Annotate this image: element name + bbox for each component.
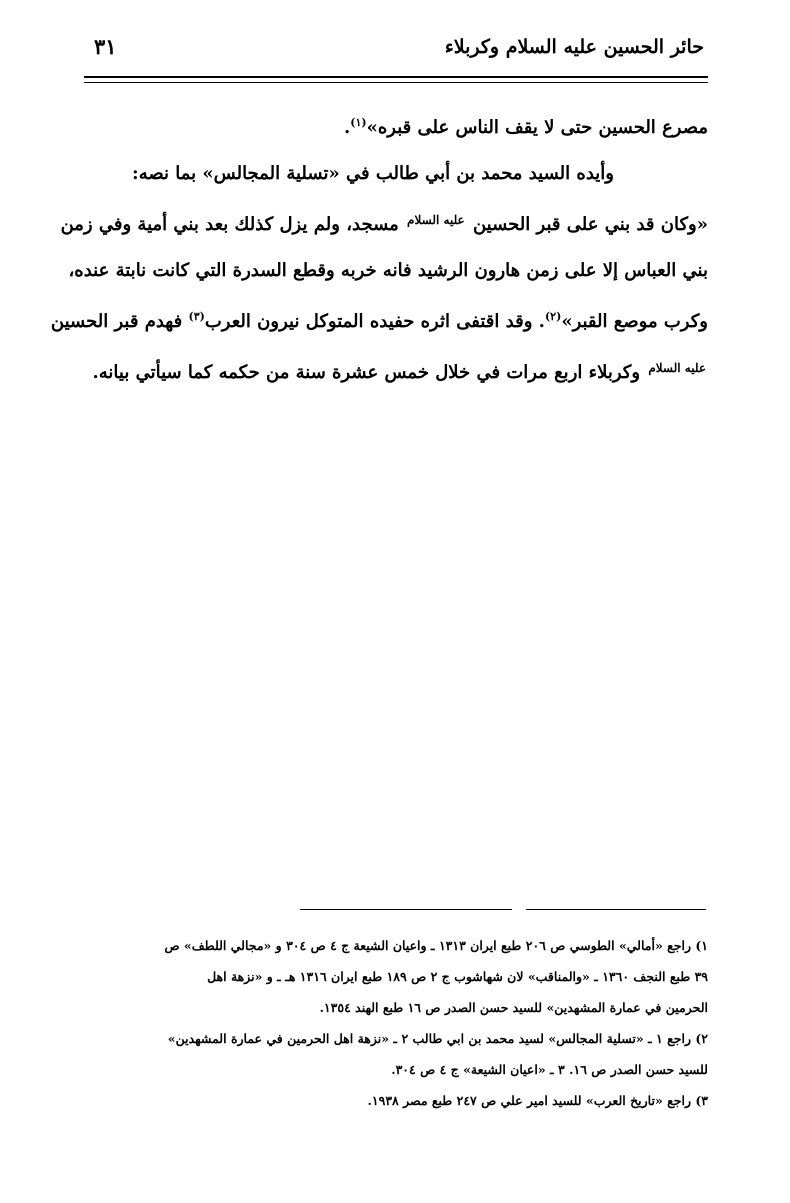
paragraph-1-end: . (343, 117, 351, 138)
honorific-ligature: عليه السلام (407, 213, 465, 227)
body-text (50, 100, 708, 396)
page-header (92, 36, 704, 70)
paragraph-2-text: وأيده السيد محمد بن أبي طالب في «تسلية المجالس» بما نصه: (132, 163, 614, 184)
footnote-3-line-1: ٣) راجع «تاريخ العرب» للسيد امير علي ص ٢٤٧ طبع مصر ١٩٣٨. (367, 1093, 708, 1108)
page-number: ٣١ (94, 34, 117, 59)
paragraph-3 (50, 197, 708, 396)
footnote-1-line-1: ١) راجع «أمالي» الطوسي ص ٢٠٦ طبع ايران ١٣١٣ ـ واعيان الشيعة ج ٤ ص ٣٠٤ و «مجالي اللطف» ص (164, 938, 708, 953)
footnotes (82, 930, 708, 1116)
footnote-ref-3: (٣) (188, 310, 205, 323)
paragraph-3-line-3a: وكرب موصع القبر» (561, 311, 708, 332)
running-title: حائر الحسين عليه السلام وكربلاء (444, 36, 704, 58)
honorific-ligature: عليه السلام (648, 361, 706, 375)
paragraph-3-line-1a: «وكان قد بني على قبر الحسين (472, 214, 708, 235)
paragraph-3-line-3b: . وقد اقتفى اثره حفيده المتوكل نيرون العرب (204, 311, 545, 332)
footnote-2-line-2: للسيد حسن الصدر ص ١٦. ٣ ـ «اعيان الشيعة» ج ٤ ص ٣٠٤. (391, 1062, 708, 1077)
paragraph-line (82, 100, 708, 151)
paragraph-line (82, 345, 708, 396)
footnote-separator-gap (512, 907, 526, 912)
paragraph-3-line-1b: مسجد، ولم يزل كذلك بعد بني أمية وفي زمن (60, 214, 399, 235)
footnote-1-line-3: الحرمين في عمارة المشهدين» للسيد حسن الصدر ص ١٦ طبع الهند ١٣٥٤. (319, 1000, 708, 1015)
footnote-separator (300, 909, 706, 910)
paragraph-2 (82, 151, 708, 197)
paragraph-3-line-2: بني العباس إلا على زمن هارون الرشيد فانه خربه وقطع السدرة التي كانت نابتة عنده، (68, 260, 708, 281)
paragraph-3-line-3c: فهدم قبر الحسين (50, 311, 183, 332)
footnote-1-line-2: ٣٩ طبع النجف ١٣٦٠ ـ «والمناقب» لان شهاشوب ج ٢ ص ١٨٩ طبع ايران ١٣١٦ هـ ـ و «نزهة اهل (207, 969, 708, 984)
paragraph-line (50, 294, 708, 345)
paragraph-1-text: مصرع الحسين حتى لا يقف الناس على قبره» (366, 117, 708, 138)
footnote-ref-2: (٢) (544, 310, 562, 323)
header-rule-thick (84, 76, 708, 78)
paragraph-3-line-4: وكربلاء اربع مرات في خلال خمس عشرة سنة من حكمه كما سيأتي بيانه. (92, 362, 641, 383)
footnote-2-line-1: ٢) راجع ١ ـ «تسلية المجالس» لسيد محمد بن ابي طالب ٢ ـ «نزهة اهل الحرمين في عمارة المشهدين» (167, 1031, 708, 1046)
paragraph-line (60, 197, 708, 248)
header-rule-thin (84, 82, 708, 83)
paragraph-1 (82, 100, 708, 151)
footnote-ref-1: (١) (350, 116, 367, 129)
